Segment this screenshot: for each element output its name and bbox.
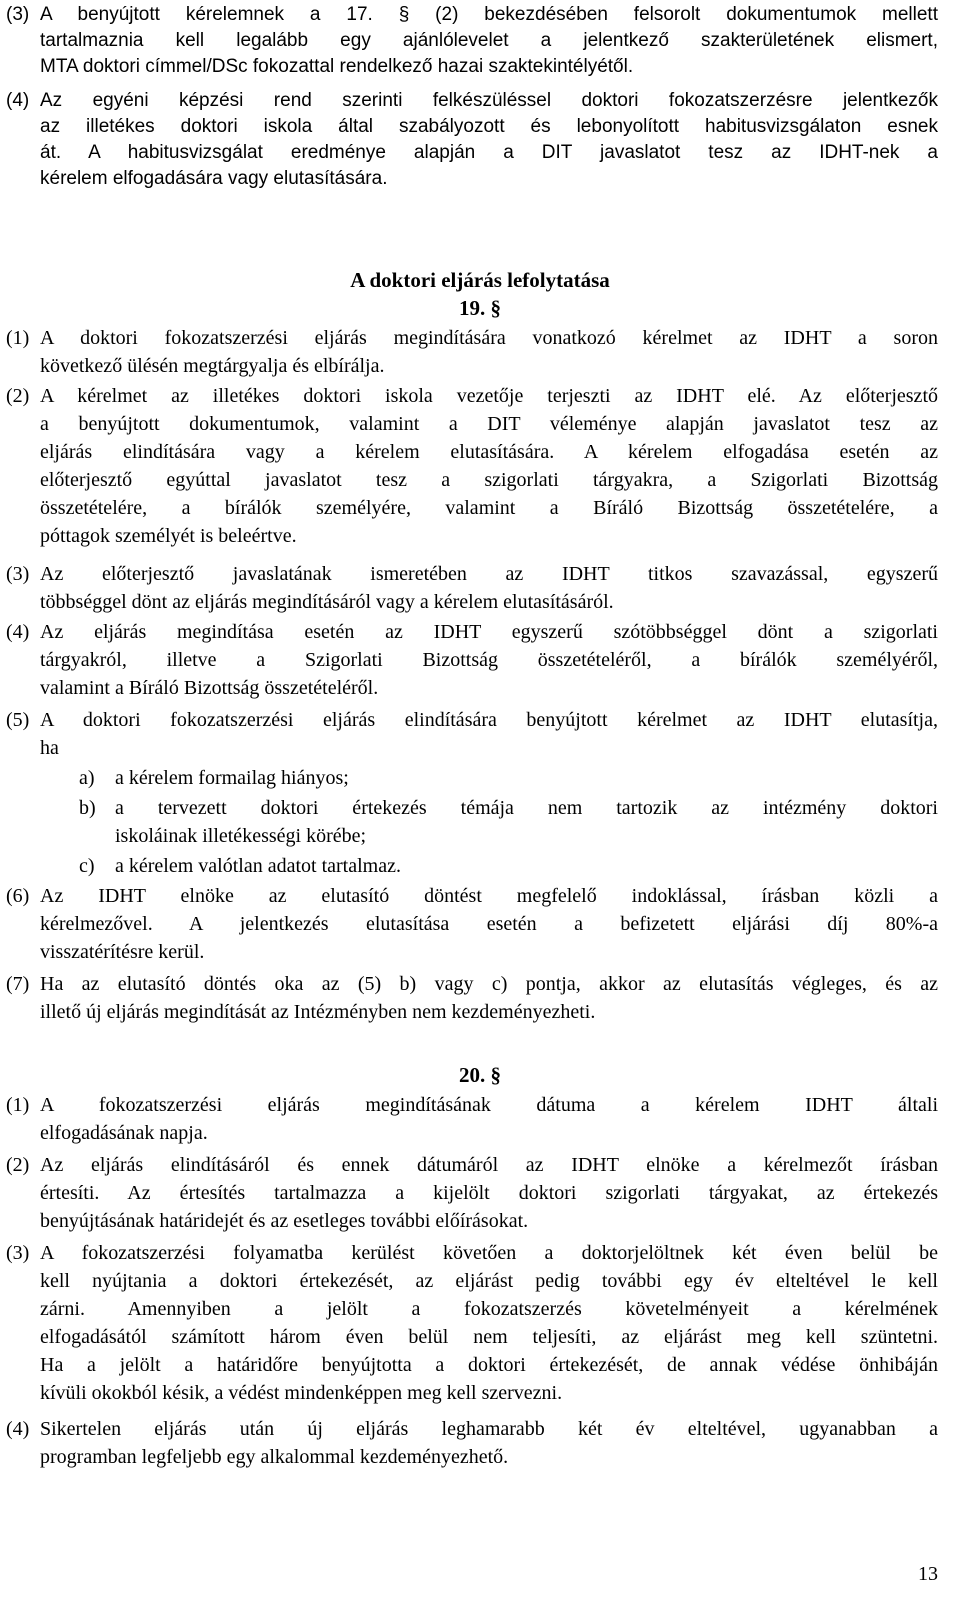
paragraph-number: (3) (6, 1242, 30, 1264)
text-line: A doktori fokozatszerzési eljárás megindítására vonatkozó kérelmet az IDHT a soron (40, 327, 938, 349)
paragraph-number: (3) (6, 563, 30, 585)
paragraph-number: (2) (6, 385, 30, 407)
text-line: kérelem elfogadására vagy elutasítására. (40, 168, 388, 189)
text-line: az illetékes doktori iskola által szabályozott és lebonyolított habitusvizsgálaton esnek (40, 116, 938, 137)
text-line: eljárás elindítására vagy a kérelem elutasítására. A kérelem elfogadása esetén az (40, 441, 938, 463)
paragraph-number: (1) (6, 327, 30, 349)
paragraph (0, 324, 960, 380)
list-item (0, 764, 960, 792)
text-line: visszatérítésre kerül. (40, 941, 205, 963)
paragraph-number: (4) (6, 90, 30, 111)
text-line: Az előterjesztő javaslatának ismeretében az IDHT titkos szavazással, egyszerű (40, 563, 938, 585)
text-line: tartalmaznia kell legalább egy ajánlólevelet a jelentkező szakterületének elismert, (40, 30, 938, 51)
paragraph-number: (7) (6, 973, 30, 995)
section-heading: 20. § (459, 1063, 501, 1087)
text-line: Az eljárás megindítása esetén az IDHT egyszerű szótöbbséggel dönt a szigorlati (40, 621, 938, 643)
paragraph-number: (2) (6, 1154, 30, 1176)
text-line: benyújtásának határidejét és az esetleges további előírásokat. (40, 1210, 529, 1232)
text-line: összetételére, a bírálók személyére, valamint a Bíráló Bizottság összetételére, a (40, 497, 938, 519)
item-label: b) (79, 797, 96, 819)
paragraph (0, 618, 960, 702)
paragraph (0, 88, 960, 192)
paragraph-number: (1) (6, 1094, 30, 1116)
text-line: A kérelmet az illetékes doktori iskola vezetője terjeszti az IDHT elé. Az előterjesztő (40, 385, 938, 407)
list-item (0, 852, 960, 880)
paragraph (0, 2, 960, 80)
text-line: előterjesztő egyúttal javaslatot tesz a szigorlati tárgyakra, a Szigorlati Bizottság (40, 469, 938, 491)
paragraph (0, 560, 960, 616)
text-line: tárgyakról, illetve a Szigorlati Bizottság összetételéről, a bírálók személyéről, (40, 649, 938, 671)
text-line: Sikertelen eljárás után új eljárás leghamarabb két év elteltével, ugyanabban a (40, 1418, 938, 1440)
text-line: iskoláinak illetékességi körébe; (115, 825, 367, 847)
text-line: a kérelem valótlan adatot tartalmaz. (115, 855, 401, 877)
text-line: a kérelem formailag hiányos; (115, 767, 349, 789)
section-heading: 19. § (459, 296, 501, 320)
paragraph (0, 970, 960, 1026)
text-line: elfogadásától számított három éven belül nem teljesíti, az eljárást meg kell szüntetni. (40, 1326, 938, 1348)
paragraph (0, 1151, 960, 1235)
text-line: illető új eljárás megindítását az Intézményben nem kezdeményezheti. (40, 1001, 596, 1023)
paragraph-number: (4) (6, 621, 30, 643)
text-line: A fokozatszerzési eljárás megindításának dátuma a kérelem IDHT általi (40, 1094, 938, 1116)
text-line: kérelmezővel. A jelentkezés elutasítása esetén a befizetett eljárási díj 80%-a (40, 913, 938, 935)
text-line: a tervezett doktori értekezés témája nem tartozik az intézmény doktori (115, 797, 938, 819)
text-line: ha (40, 737, 59, 759)
text-line: értesíti. Az értesítés tartalmazza a kijelölt doktori szigorlati tárgyakat, az értekezés (40, 1182, 938, 1204)
section-heading: A doktori eljárás lefolytatása (350, 268, 610, 292)
text-line: valamint a Bíráló Bizottság összetételéről. (40, 677, 379, 699)
text-line: kell nyújtania a doktori értekezését, az eljárást pedig további egy év elteltével le kell (40, 1270, 938, 1292)
paragraph (0, 1415, 960, 1471)
text-line: kívüli okokból késik, a védést mindenképpen meg kell szervezni. (40, 1382, 563, 1404)
text-line: át. A habitusvizsgálat eredménye alapján a DIT javaslatot tesz az IDHT-nek a (40, 142, 938, 163)
text-line: A fokozatszerzési folyamatba kerülést követően a doktorjelöltnek két éven belül be (40, 1242, 938, 1264)
page-number: 13 (918, 1563, 938, 1585)
paragraph (0, 382, 960, 550)
paragraph (0, 1239, 960, 1407)
paragraph (0, 1091, 960, 1147)
text-line: MTA doktori címmel/DSc fokozattal rendelkező hazai szaktekintélyétől. (40, 56, 634, 77)
list-item (0, 794, 960, 850)
text-line: póttagok személyét is beleértve. (40, 525, 297, 547)
text-line: elfogadásának napja. (40, 1122, 208, 1144)
text-line: következő ülésén megtárgyalja és elbírálja. (40, 355, 385, 377)
text-line: Ha a jelölt a határidőre benyújtotta a doktori értekezését, de annak védése önhibáján (40, 1354, 938, 1376)
paragraph-number: (5) (6, 709, 30, 731)
paragraph-number: (4) (6, 1418, 30, 1440)
text-line: a benyújtott dokumentumok, valamint a DIT véleménye alapján javaslatot tesz az (40, 413, 938, 435)
paragraph (0, 706, 960, 762)
paragraph-number: (3) (6, 4, 30, 25)
item-label: a) (79, 767, 95, 789)
text-line: Ha az elutasító döntés oka az (5) b) vagy c) pontja, akkor az elutasítás végleges, és az (40, 973, 938, 995)
text-line: Az IDHT elnöke az elutasító döntést megfelelő indoklással, írásban közli a (40, 885, 938, 907)
text-line: programban legfeljebb egy alkalommal kezdeményezhető. (40, 1446, 509, 1468)
text-line: többséggel dönt az eljárás megindításáról vagy a kérelem elutasításáról. (40, 591, 614, 613)
item-label: c) (79, 855, 95, 877)
text-line: Az eljárás elindításáról és ennek dátumáról az IDHT elnöke a kérelmezőt írásban (40, 1154, 938, 1176)
text-line: Az egyéni képzési rend szerinti felkészüléssel doktori fokozatszerzésre jelentkezők (40, 90, 938, 111)
text-line: A doktori fokozatszerzési eljárás elindítására benyújtott kérelmet az IDHT elutasítja, (40, 709, 938, 731)
paragraph-number: (6) (6, 885, 30, 907)
text-line: A benyújtott kérelemnek a 17. § (2) bekezdésében felsorolt dokumentumok mellett (40, 4, 938, 25)
paragraph (0, 882, 960, 966)
text-line: zárni. Amennyiben a jelölt a fokozatszerzés követelményeit a kérelmének (40, 1298, 938, 1320)
